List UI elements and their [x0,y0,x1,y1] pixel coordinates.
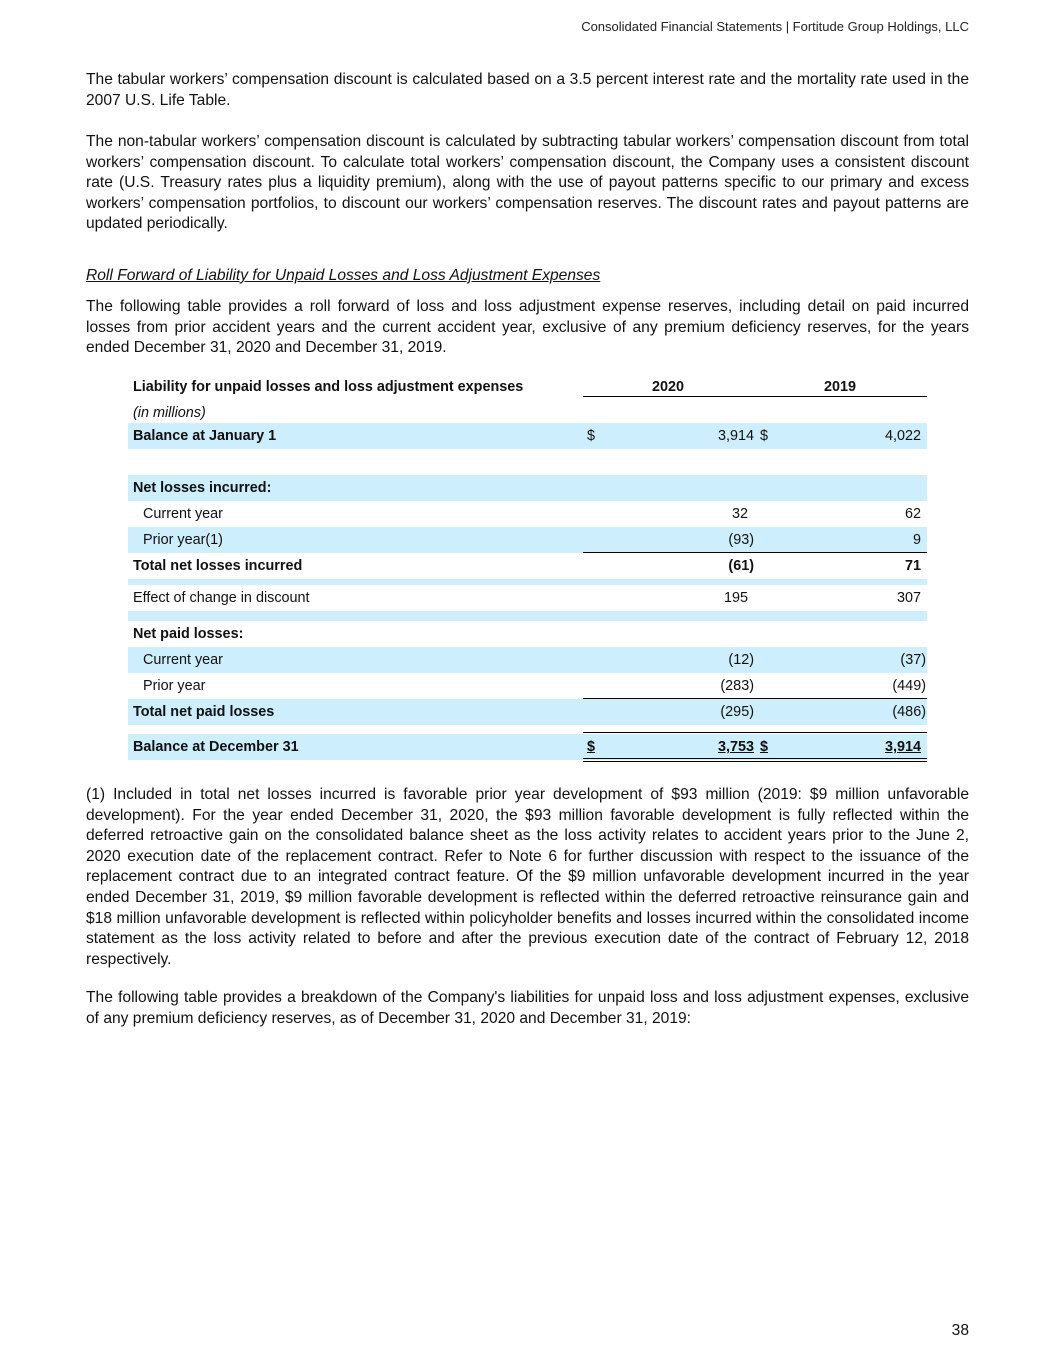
table-row-incurred-prior [128,527,927,553]
currency-symbol: $ [587,739,596,755]
units-label: (in millions) [133,405,206,421]
table-row-paid-current [128,647,927,673]
value-2019: 71 [904,558,921,574]
page-header: Consolidated Financial Statements | Fortitude Group Holdings, LLC [581,19,969,34]
table-row-net-paid-heading [128,621,927,647]
value-2019: (449) [892,678,926,694]
paragraph-table-intro: The following table provides a roll forward of loss and loss adjustment expense reserves, including detail on paid incurred losses from prior accident years and the current accident year, exclusive of any premium deficiency reserves, for the years ended December 31, 2020 and December 31, 2019. [86,298,969,357]
column-header-2019: 2019 [824,379,857,395]
value-2019: 4,022 [884,428,921,444]
currency-symbol: $ [760,739,769,755]
table-row-balance-dec [128,734,927,760]
page-number: 38 [951,1322,969,1339]
paragraph-non-tabular-discount: The non-tabular workers’ compensation discount is calculated by subtracting tabular workers’ compensation discount from total workers’ compensation discount. To calculate total workers’ compensation discount, the Company uses a consistent discount rate (U.S. Treasury rates plus a liquidity premium), along with the use of payout patterns specific to our primary and excess workers’ compensation portfolios, to discount our workers’ compensation reserves. The discount rates and payout patterns are updated periodically. [86,133,969,233]
value-2020: (295) [720,704,754,720]
footnote-1: (1) Included in total net losses incurred is favorable prior year development of $93 million (2019: $9 million unfavorable development). For the year ended December 31, 2020, the $93 million favorable development is fully reflected within the deferred retroactive gain on the consolidated balance sheet as the loss activity relates to accident years prior to the June 2, 2020 execution date of the replacement contract. Refer to Note 6 for further discussion with respect to the issuance of the replacement contract due to an integrated contract feature. Of the $9 million unfavorable development incurred in the year ended December 31, 2019, $9 million favorable development is reflected within the deferred retroactive reinsurance gain and $18 million unfavorable development is reflected within policyholder benefits and losses incurred within the consolidated income statement as the loss activity related to before and after the previous execution date of the contract of February 12, 2018 respectively. [86,786,969,968]
value-2020: (93) [728,532,754,548]
row-label: Total net paid losses [133,704,275,720]
value-2020: 3,753 [717,739,754,755]
spacer-band [128,611,927,621]
table-title: Liability for unpaid losses and loss adjustment expenses [133,379,524,395]
row-label: Prior year(1) [143,532,223,548]
value-2019: 9 [912,532,921,548]
row-label: Net paid losses: [133,626,244,642]
value-2020: 195 [723,590,748,606]
row-label: Effect of change in discount [133,590,310,606]
value-2019: 62 [904,506,921,522]
value-2019: (486) [892,704,926,720]
currency-symbol: $ [587,428,596,444]
row-label: Prior year [143,678,206,694]
section-title: Roll Forward of Liability for Unpaid Losses and Loss Adjustment Expenses [86,267,601,284]
column-header-2020: 2020 [652,379,685,395]
paragraph-breakdown-intro: The following table provides a breakdown of the Company's liabilities for unpaid loss and loss adjustment expenses, exclusive of any premium deficiency reserves, as of December 31, 2020 and December 31, 2019: [86,989,969,1027]
table-row-total-paid [128,699,927,725]
header-rule [583,396,927,397]
value-2019: 3,914 [884,739,921,755]
row-label: Balance at December 31 [133,739,299,755]
row-label: Net losses incurred: [133,480,272,496]
table-row-discount [128,585,927,611]
value-2019: 307 [896,590,921,606]
row-label: Current year [143,506,223,522]
total-double-rule [583,758,927,762]
value-2020: (61) [728,558,754,574]
paragraph-tabular-discount: The tabular workers’ compensation discount is calculated based on a 3.5 percent interest rate and the mortality rate used in the 2007 U.S. Life Table. [86,71,969,109]
value-2020: (283) [720,678,754,694]
row-label: Current year [143,652,223,668]
currency-symbol: $ [760,428,769,444]
value-2020: (12) [728,652,754,668]
table-row-net-incurred-heading [128,475,927,501]
table-row-balance-jan [128,423,927,449]
table-row-total-incurred [128,553,927,579]
table-row-incurred-current [128,501,927,527]
value-2020: 32 [731,506,748,522]
value-2019: (37) [900,652,926,668]
row-label: Total net losses incurred [133,558,303,574]
total-top-rule [583,732,927,733]
value-2020: 3,914 [717,428,754,444]
table-row-paid-prior [128,673,927,699]
row-label: Balance at January 1 [133,428,277,444]
